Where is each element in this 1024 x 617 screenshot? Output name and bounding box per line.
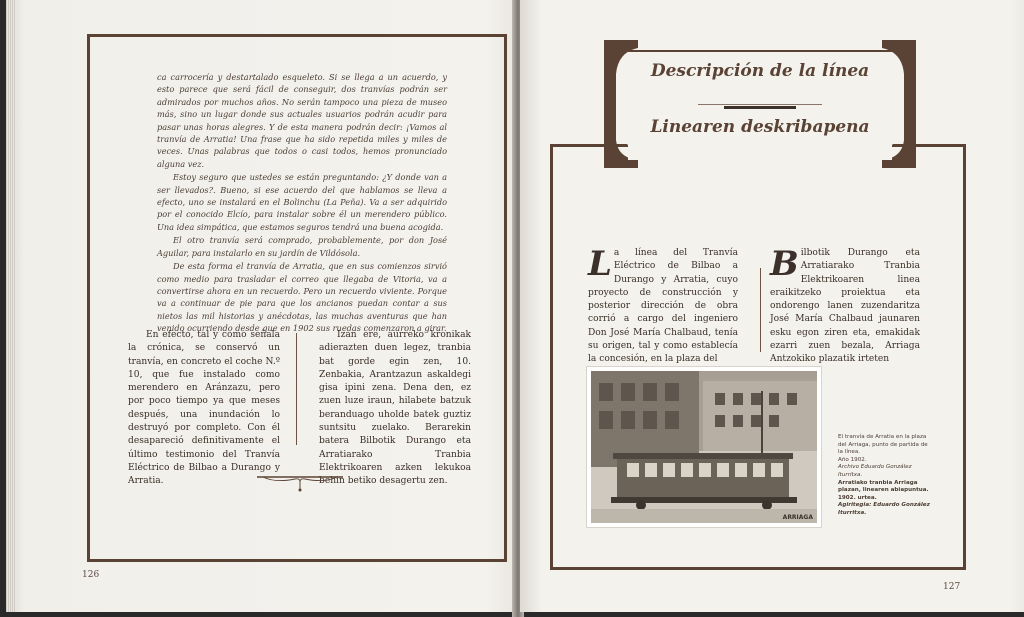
right-basque-column [770, 244, 920, 367]
ornament-icon [255, 473, 345, 493]
left-page-frame [87, 34, 507, 562]
title-thin-rule [698, 104, 822, 105]
title-spanish: Descripción de la línea [650, 61, 870, 81]
dropcap-b: B [770, 244, 799, 284]
tram-photo [586, 366, 822, 528]
basque-column [319, 329, 471, 489]
caption-eu-3: Agiritegia: Eduardo González Iturritxa. [838, 502, 930, 516]
spanish-paragraph: En efecto, tal y como señala la crónica, se conservó un tranvía, en concreto el coche N.º 10, que fue instalado como merendero en Aránzazu, pero por poco tiempo ya que meses después, una inundación lo destruyó por completo. Con él desapareció definitivamente el último testimonio del Tranvía Eléctrico de Bilbao a Durango y Arratia. [128, 330, 280, 487]
caption-eu-1: Arratiako tranbia Arriaga plazan, linearen abiapuntua. [838, 479, 929, 494]
dropcap-l: L [588, 244, 612, 284]
caption-es-3: Archivo Eduardo González Iturritxa. [838, 464, 912, 478]
quote-paragraph-4: De esta forma el tranvía de Arratia, que en sus comienzos sirvió como medio para trasladar el correo que llegaba de Vitoria, va a convertirse ahora en un recuerdo. Pero un recuerdo viviente. Porque va a continuar de pie para que los ancianos puedan contar a sus nietos las mil historias y anécdotas, las muchas aventuras que han venido ocurriendo desde que en 1902 sus ruedas comenzaron a girar. [157, 261, 447, 334]
tram-photo-icon [591, 371, 817, 523]
right-spanish-column [588, 244, 738, 367]
caption-es-1: El tranvía de Arratia en la plaza del Arriaga, punto de partida de la línea. [838, 434, 928, 456]
quote-paragraph-3: El otro tranvía será comprado, probablemente, por don José Aguilar, para instalarlo en su jardín de Vildósola. [157, 235, 447, 258]
page-number-left: 126 [82, 570, 100, 580]
right-page [520, 0, 1024, 612]
title-panel [604, 40, 916, 168]
chronicle-quote [157, 71, 447, 336]
basque-paragraph: Izan ere, aurreko kronikak adierazten duen legez, tranbia bat gorde egin zen, 10. Zenbakia, Arantzazun askaldegi gisa ipini zena. Dena den, ez zuen luze iraun, hilabete batzuk beranduago uholde batek guztiz suntsitu zuelako. Berarekin batera Bilbotik Durango eta Arratiarako Tranbia Elektrikoaren azken lekukoa behin betiko desagertu zen. [319, 330, 471, 487]
page-edges [6, 0, 16, 612]
right-basque-text: ilbotik Durango eta Arratiarako Tranbia Elektrikoaren linea eraikitzeko proiektua eta ondorengo lanen zuzendaritza José María Chalbaud jaunaren esku egon ziren eta, emakidak ezarri zuen bezala, Arriaga Antzokiko plazatik irteten [770, 248, 920, 365]
right-spanish-text: a línea del Tranvía Eléctrico de Bilbao a Durango y Arratia, cuyo proyecto de construcción y posterior dirección de obra corrió a cargo del ingeniero Don José María Chalbaud, tenía su origen, tal y como establecía la concesión, en la plaza del [588, 248, 738, 365]
quote-paragraph-1: ca carrocería y destartalado esqueleto. Si se llega a un acuerdo, y esto parece que será fácil de conseguir, dos tranvías podrán ser admirados por muchos años. No serán tampoco una pieza de museo más, sino un lugar donde sus actuales usuarios podrán acudir para pasar unas horas alegres. Y de esta manera podrán decir: ¡Vamos al tranvía de Arratia! Una frase que ha sido repetida miles y miles de veces. Unas palabras que todos o casi todos, hemos pronunciado alguna vez. [157, 72, 447, 169]
quote-paragraph-2: Estoy seguro que ustedes se están preguntando: ¿Y donde van a ser llevados?. Bueno, si ese acuerdo del que hablamos se lleva a efecto, uno se instalará en el Bolinchu (La Peña). Va a ser adquirido por el conocido Elcío, para instalar sobre él un merendero público. Una idea simpática, que estamos seguros tendrá una buena acogida. [157, 172, 447, 232]
caption-eu-2: 1902. urtea. [838, 494, 877, 501]
title-basque: Linearen deskribapena [650, 117, 870, 137]
title-divider [724, 106, 796, 109]
photo-caption [838, 434, 930, 518]
page-number-right: 127 [943, 582, 961, 592]
column-divider [296, 333, 297, 445]
caption-es-2: Año 1902. [838, 456, 867, 463]
photo-label: ARRIAGA [782, 514, 813, 521]
spanish-column [128, 329, 280, 489]
left-page [6, 0, 518, 612]
right-column-divider [760, 268, 761, 352]
